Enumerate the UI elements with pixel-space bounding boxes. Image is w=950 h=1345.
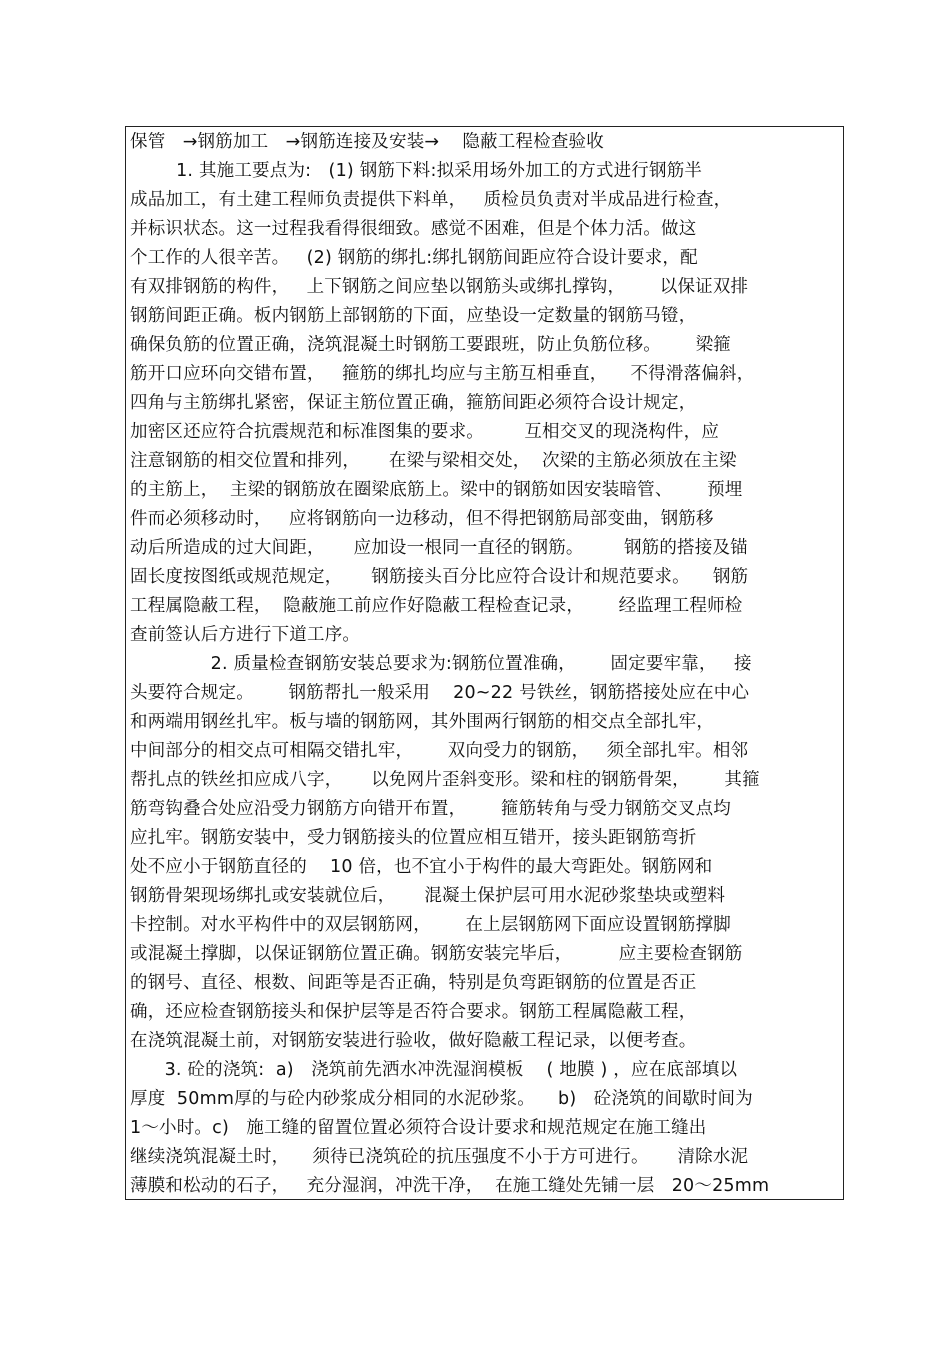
document-body bbox=[130, 128, 840, 1201]
text-line: 加密区还应符合抗震规范和标准图集的要求。 互相交叉的现浇构件，应 bbox=[130, 422, 720, 442]
text-line: 件而必须移动时， 应将钢筋向一边移动，但不得把钢筋局部变曲，钢筋移 bbox=[130, 509, 714, 529]
text-line: 或混凝土撑脚，以保证钢筋位置正确。钢筋安装完毕后， 应主要检查钢筋 bbox=[130, 944, 743, 964]
text-line: 头要符合规定。 钢筋帮扎一般采用 20~22 号铁丝，钢筋搭接处应在中心 bbox=[130, 683, 750, 703]
text-line: 处不应小于钢筋直径的 10 倍，也不宜小于构件的最大弯距处。钢筋网和 bbox=[130, 857, 713, 877]
text-line: 成品加工，有土建工程师负责提供下料单， 质检员负责对半成品进行检查， bbox=[130, 190, 732, 210]
text-line: 确保负筋的位置正确，浇筑混凝土时钢筋工要跟班，防止负筋位移。 梁箍 bbox=[130, 335, 731, 355]
text-line: 1. 其施工要点为: (1) 钢筋下料:拟采用场外加工的方式进行钢筋半 bbox=[130, 161, 703, 181]
text-line: 并标识状态。这一过程我看得很细致。感觉不困难，但是个体力活。做这 bbox=[130, 219, 697, 239]
text-line: 钢筋骨架现场绑扎或安装就位后， 混凝土保护层可用水泥砂浆垫块或塑料 bbox=[130, 886, 726, 906]
text-line: 工程属隐蔽工程， 隐蔽施工前应作好隐蔽工程检查记录， 经监理工程师检 bbox=[130, 596, 743, 616]
text-line: 1～小时。c) 施工缝的留置位置必须符合设计要求和规范规定在施工缝出 bbox=[130, 1118, 707, 1138]
text-line: 的钢号、直径、根数、间距等是否正确，特别是负弯距钢筋的位置是否正 bbox=[130, 973, 697, 993]
text-line: 薄膜和松动的石子， 充分湿润，冲洗干净， 在施工缝处先铺一层 20～25mm bbox=[130, 1176, 770, 1196]
text-line: 筋开口应环向交错布置， 箍筋的绑扎均应与主筋互相垂直， 不得滑落偏斜， bbox=[130, 364, 755, 384]
text-line: 应扎牢。钢筋安装中，受力钢筋接头的位置应相互错开，接头距钢筋弯折 bbox=[130, 828, 697, 848]
text-line: 注意钢筋的相交位置和排列， 在梁与梁相交处， 次梁的主筋必须放在主梁 bbox=[130, 451, 737, 471]
text-line: 钢筋间距正确。板内钢筋上部钢筋的下面，应垫设一定数量的钢筋马镫， bbox=[130, 306, 697, 326]
text-line: 卡控制。对水平构件中的双层钢筋网， 在上层钢筋网下面应设置钢筋撑脚 bbox=[130, 915, 731, 935]
text-line: 保管 →钢筋加工 →钢筋连接及安装→ 隐蔽工程检查验收 bbox=[130, 132, 604, 152]
text-line: 筋弯钩叠合处应沿受力钢筋方向错开布置， 箍筋转角与受力钢筋交叉点均 bbox=[130, 799, 731, 819]
text-line: 中间部分的相交点可相隔交错扎牢， 双向受力的钢筋， 须全部扎牢。相邻 bbox=[130, 741, 749, 761]
text-line: 四角与主筋绑扎紧密，保证主筋位置正确，箍筋间距必须符合设计规定， bbox=[130, 393, 697, 413]
text-line: 在浇筑混凝土前，对钢筋安装进行验收，做好隐蔽工程记录，以便考查。 bbox=[130, 1031, 697, 1051]
text-line: 确，还应检查钢筋接头和保护层等是否符合要求。钢筋工程属隐蔽工程， bbox=[130, 1002, 697, 1022]
text-line: 查前签认后方进行下道工序。 bbox=[130, 625, 361, 645]
text-line: 和两端用钢丝扎牢。板与墙的钢筋网，其外围两行钢筋的相交点全部扎牢， bbox=[130, 712, 715, 732]
text-line: 固长度按图纸或规范规定， 钢筋接头百分比应符合设计和规范要求。 钢筋 bbox=[130, 567, 749, 587]
text-line: 3. 砼的浇筑: a) 浇筑前先洒水冲洗湿润模板 ( 地膜 ) ，应在底部填以 bbox=[130, 1060, 738, 1080]
text-line: 帮扎点的铁丝扣应成八字， 以免网片歪斜变形。梁和柱的钢筋骨架， 其箍 bbox=[130, 770, 760, 790]
text-line: 厚度 50mm厚的与砼内砂浆成分相同的水泥砂浆。 b) 砼浇筑的间歇时间为 bbox=[130, 1089, 753, 1109]
text-line: 继续浇筑混凝土时， 须待已浇筑砼的抗压强度不小于方可进行。 清除水泥 bbox=[130, 1147, 749, 1167]
text-line: 的主筋上， 主梁的钢筋放在圈梁底筋上。梁中的钢筋如因安装暗管、 预埋 bbox=[130, 480, 743, 500]
text-line: 个工作的人很辛苦。 (2) 钢筋的绑扎:绑扎钢筋间距应符合设计要求，配 bbox=[130, 248, 698, 268]
text-line: 2. 质量检查钢筋安装总要求为:钢筋位置准确， 固定要牢靠， 接 bbox=[130, 654, 752, 674]
text-line: 有双排钢筋的构件， 上下钢筋之间应垫以钢筋头或绑扎撑钩， 以保证双排 bbox=[130, 277, 749, 297]
text-line: 动后所造成的过大间距， 应加设一根同一直径的钢筋。 钢筋的搭接及锚 bbox=[130, 538, 748, 558]
